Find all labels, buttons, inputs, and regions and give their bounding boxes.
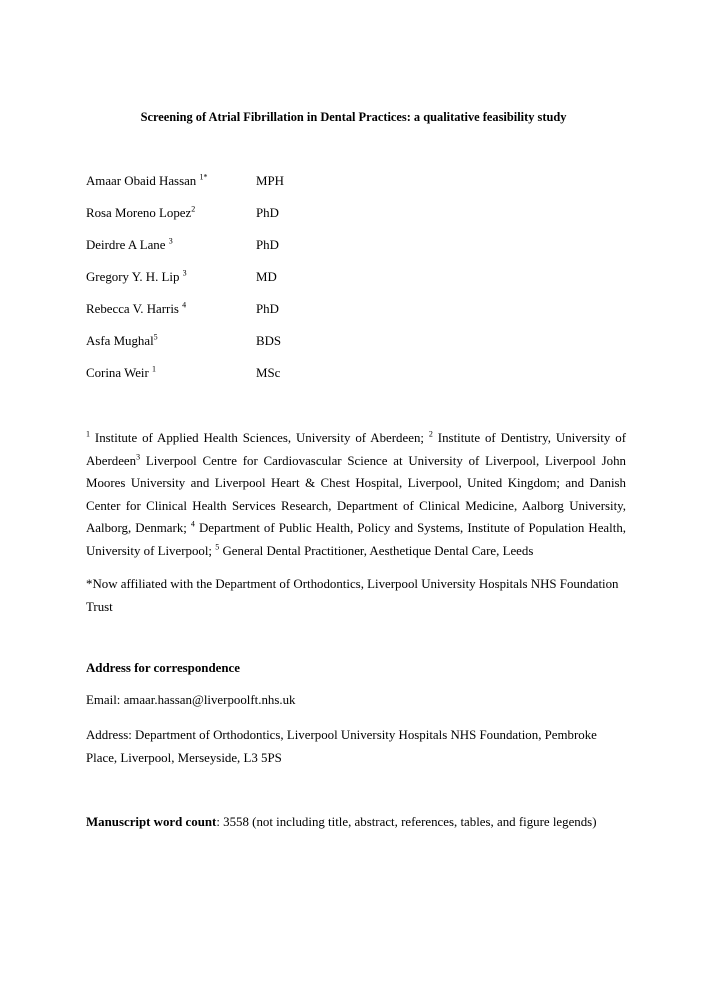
- author-name: Rosa Moreno Lopez$^2$: [86, 204, 196, 220]
- correspondence-address: Address: Department of Orthodontics, Liverpool University Hospitals NHS Foundation, Pembroke Place, Liverpool, Merseyside, L3 5PS: [86, 728, 597, 765]
- affiliation-sup: 2: [428, 429, 433, 439]
- author-degree: BDS: [256, 334, 282, 348]
- affiliation-sup: 3: [136, 452, 141, 462]
- author-affiliation-sup: 2: [191, 204, 196, 214]
- author-row: [86, 366, 486, 398]
- word-count-label: Manuscript word count: [86, 815, 217, 829]
- author-row: [86, 206, 486, 238]
- correspondence-heading: Address for correspondence: [86, 661, 240, 675]
- author-list: [86, 174, 486, 398]
- author-degree: MD: [256, 270, 277, 284]
- author-degree: MPH: [256, 174, 284, 188]
- author-row: [86, 302, 486, 334]
- author-affiliation-sup: 1: [152, 364, 157, 374]
- affiliation-sup: 4: [190, 520, 195, 530]
- word-count: [86, 815, 597, 830]
- author-row: [86, 334, 486, 366]
- affiliations-paragraph: [86, 427, 626, 563]
- author-name: Asfa Mughal$^5$: [86, 332, 158, 348]
- author-affiliation-sup: 3: [182, 268, 187, 278]
- author-row: [86, 270, 486, 302]
- author-name: Corina Weir $^1$: [86, 364, 157, 380]
- author-degree: PhD: [256, 206, 279, 220]
- author-name: Amaar Obaid Hassan $^{1*}$: [86, 172, 208, 188]
- author-affiliation-sup: 5: [153, 332, 158, 342]
- affiliation-text: Liverpool Centre for Cardiovascular Science at University of Liverpool, Liverpool John Moores University and Liverpool Heart & Chest Hospital, Liverpool, United Kingdom; and Danish Center for Clinical Health Services Research, Department of Clinical Medicine, Aalborg University, Aalborg, Denmark;: [86, 453, 626, 536]
- paper-title: Screening of Atrial Fibrillation in Dental Practices: a qualitative feasibility study: [140, 110, 567, 124]
- author-name: Rebecca V. Harris $^4$: [86, 300, 187, 316]
- correspondence-email: Email: amaar.hassan@liverpoolft.nhs.uk: [86, 693, 296, 707]
- author-degree: MSc: [256, 366, 281, 380]
- affiliation-text: Institute of Applied Health Sciences, University of Aberdeen;: [90, 431, 429, 445]
- affiliation-sup: 1: [86, 429, 90, 439]
- affiliation-text: Institute of Dentistry, University of Aberdeen: [86, 431, 626, 468]
- affiliation-text: Department of Public Health, Policy and Systems, Institute of Population Health, University of Liverpool;: [86, 521, 626, 558]
- author-row: [86, 238, 486, 270]
- author-degree: PhD: [256, 302, 279, 316]
- affiliation-sup: 5: [215, 542, 220, 552]
- author-row: [86, 174, 486, 206]
- author-affiliation-sup: 4: [182, 300, 187, 310]
- author-degree: PhD: [256, 238, 279, 252]
- current-affiliation-note: *Now affiliated with the Department of Orthodontics, Liverpool University Hospitals NHS Foundation Trust: [86, 577, 619, 614]
- author-name: Gregory Y. H. Lip $^3$: [86, 268, 187, 284]
- author-affiliation-sup: 3: [168, 236, 173, 246]
- author-name: Deirdre A Lane $^3$: [86, 236, 173, 252]
- word-count-value: : 3558 (not including title, abstract, references, tables, and figure legends): [216, 815, 597, 829]
- affiliation-text: General Dental Practitioner, Aesthetique Dental Care, Leeds: [219, 543, 534, 558]
- author-affiliation-sup: 1*: [199, 172, 208, 182]
